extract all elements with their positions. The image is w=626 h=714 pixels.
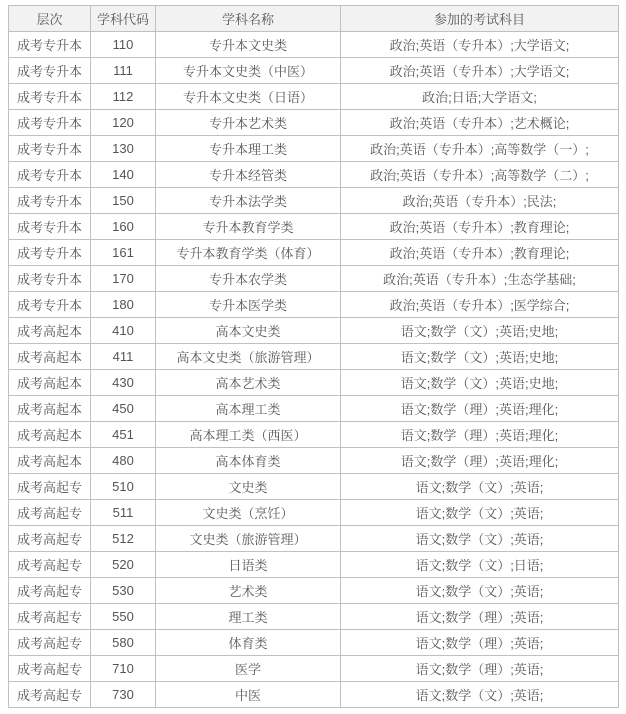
- table-row: [9, 84, 619, 110]
- subject-name-cell: 高本艺术类: [156, 370, 341, 396]
- table-row: [9, 396, 619, 422]
- level-cell: 成考高起专: [9, 578, 91, 604]
- table-row: [9, 188, 619, 214]
- table-row: [9, 214, 619, 240]
- exam-subjects-cell: 政治;英语（专升本）;医学综合;: [341, 292, 619, 318]
- subject-code-cell: 550: [91, 604, 156, 630]
- exam-subjects-cell: 语文;数学（文）;英语;史地;: [341, 318, 619, 344]
- table-row: [9, 552, 619, 578]
- subject-name-cell: 理工类: [156, 604, 341, 630]
- level-cell: 成考高起本: [9, 370, 91, 396]
- exam-subjects-table: [8, 5, 619, 708]
- level-cell: 成考专升本: [9, 214, 91, 240]
- exam-subjects-cell: 语文;数学（理）;英语;: [341, 604, 619, 630]
- subject-code-cell: 410: [91, 318, 156, 344]
- table-row: [9, 136, 619, 162]
- subject-code-cell: 130: [91, 136, 156, 162]
- table-row: [9, 578, 619, 604]
- level-cell: 成考专升本: [9, 188, 91, 214]
- subject-name-cell: 高本文史类（旅游管理）: [156, 344, 341, 370]
- level-cell: 成考专升本: [9, 240, 91, 266]
- level-cell: 成考高起专: [9, 500, 91, 526]
- table-row: [9, 318, 619, 344]
- exam-subjects-cell: 语文;数学（理）;英语;: [341, 630, 619, 656]
- subject-name-cell: 医学: [156, 656, 341, 682]
- table-row: [9, 162, 619, 188]
- table-body: [9, 32, 619, 708]
- level-cell: 成考专升本: [9, 292, 91, 318]
- exam-subjects-cell: 语文;数学（理）;英语;理化;: [341, 396, 619, 422]
- exam-subjects-cell: 政治;英语（专升本）;大学语文;: [341, 32, 619, 58]
- table-row: [9, 500, 619, 526]
- exam-subjects-cell: 语文;数学（文）;英语;: [341, 526, 619, 552]
- subject-code-cell: 430: [91, 370, 156, 396]
- subject-name-cell: 专升本医学类: [156, 292, 341, 318]
- subject-code-cell: 450: [91, 396, 156, 422]
- subject-code-cell: 111: [91, 58, 156, 84]
- subject-code-cell: 160: [91, 214, 156, 240]
- table-row: [9, 604, 619, 630]
- subject-code-cell: 110: [91, 32, 156, 58]
- level-cell: 成考高起专: [9, 552, 91, 578]
- column-header-level: 层次: [9, 6, 91, 32]
- column-header-exam-subjects: 参加的考试科目: [341, 6, 619, 32]
- subject-name-cell: 体育类: [156, 630, 341, 656]
- exam-subjects-cell: 政治;英语（专升本）;教育理论;: [341, 214, 619, 240]
- exam-subjects-cell: 语文;数学（理）;英语;理化;: [341, 448, 619, 474]
- subject-name-cell: 高本理工类: [156, 396, 341, 422]
- exam-subjects-cell: 政治;日语;大学语文;: [341, 84, 619, 110]
- level-cell: 成考专升本: [9, 162, 91, 188]
- subject-code-cell: 512: [91, 526, 156, 552]
- subject-name-cell: 文史类（旅游管理）: [156, 526, 341, 552]
- subject-name-cell: 中医: [156, 682, 341, 708]
- table-row: [9, 526, 619, 552]
- exam-subjects-cell: 语文;数学（文）;日语;: [341, 552, 619, 578]
- table-row: [9, 266, 619, 292]
- subject-name-cell: 文史类: [156, 474, 341, 500]
- column-header-subject-name: 学科名称: [156, 6, 341, 32]
- exam-subjects-cell: 政治;英语（专升本）;艺术概论;: [341, 110, 619, 136]
- level-cell: 成考高起本: [9, 396, 91, 422]
- subject-code-cell: 530: [91, 578, 156, 604]
- level-cell: 成考高起本: [9, 318, 91, 344]
- table-row: [9, 344, 619, 370]
- level-cell: 成考高起本: [9, 448, 91, 474]
- subject-name-cell: 专升本文史类: [156, 32, 341, 58]
- exam-subjects-cell: 语文;数学（文）;英语;史地;: [341, 370, 619, 396]
- subject-code-cell: 140: [91, 162, 156, 188]
- subject-name-cell: 专升本文史类（日语）: [156, 84, 341, 110]
- exam-subjects-cell: 政治;英语（专升本）;高等数学（一）;: [341, 136, 619, 162]
- subject-name-cell: 高本文史类: [156, 318, 341, 344]
- subject-name-cell: 文史类（烹饪）: [156, 500, 341, 526]
- table-row: [9, 110, 619, 136]
- exam-subjects-cell: 政治;英语（专升本）;生态学基础;: [341, 266, 619, 292]
- table-row: [9, 370, 619, 396]
- subject-code-cell: 180: [91, 292, 156, 318]
- subject-code-cell: 112: [91, 84, 156, 110]
- level-cell: 成考高起专: [9, 682, 91, 708]
- exam-subjects-cell: 政治;英语（专升本）;民法;: [341, 188, 619, 214]
- level-cell: 成考高起专: [9, 630, 91, 656]
- table-row: [9, 474, 619, 500]
- subject-code-cell: 170: [91, 266, 156, 292]
- level-cell: 成考高起本: [9, 344, 91, 370]
- table-row: [9, 32, 619, 58]
- table-header: [9, 6, 619, 32]
- subject-code-cell: 411: [91, 344, 156, 370]
- column-header-subject-code: 学科代码: [91, 6, 156, 32]
- level-cell: 成考高起专: [9, 526, 91, 552]
- subject-name-cell: 艺术类: [156, 578, 341, 604]
- exam-subjects-cell: 政治;英语（专升本）;教育理论;: [341, 240, 619, 266]
- subject-code-cell: 510: [91, 474, 156, 500]
- level-cell: 成考专升本: [9, 266, 91, 292]
- level-cell: 成考高起专: [9, 604, 91, 630]
- subject-name-cell: 专升本教育学类: [156, 214, 341, 240]
- header-row: [9, 6, 619, 32]
- subject-code-cell: 451: [91, 422, 156, 448]
- exam-subjects-cell: 政治;英语（专升本）;大学语文;: [341, 58, 619, 84]
- subject-name-cell: 日语类: [156, 552, 341, 578]
- subject-code-cell: 511: [91, 500, 156, 526]
- table-row: [9, 656, 619, 682]
- level-cell: 成考专升本: [9, 110, 91, 136]
- table-row: [9, 58, 619, 84]
- level-cell: 成考高起专: [9, 474, 91, 500]
- subject-name-cell: 专升本艺术类: [156, 110, 341, 136]
- table-row: [9, 292, 619, 318]
- level-cell: 成考专升本: [9, 58, 91, 84]
- subject-name-cell: 高本理工类（西医）: [156, 422, 341, 448]
- exam-subjects-cell: 语文;数学（文）;英语;: [341, 578, 619, 604]
- subject-name-cell: 专升本农学类: [156, 266, 341, 292]
- exam-subjects-cell: 语文;数学（文）;英语;史地;: [341, 344, 619, 370]
- subject-name-cell: 专升本法学类: [156, 188, 341, 214]
- subject-name-cell: 专升本教育学类（体育）: [156, 240, 341, 266]
- subject-code-cell: 520: [91, 552, 156, 578]
- subject-name-cell: 专升本经管类: [156, 162, 341, 188]
- exam-subjects-cell: 语文;数学（理）;英语;理化;: [341, 422, 619, 448]
- subject-name-cell: 高本体育类: [156, 448, 341, 474]
- level-cell: 成考高起专: [9, 656, 91, 682]
- subject-code-cell: 580: [91, 630, 156, 656]
- subject-code-cell: 150: [91, 188, 156, 214]
- subject-code-cell: 480: [91, 448, 156, 474]
- table-row: [9, 682, 619, 708]
- subject-code-cell: 730: [91, 682, 156, 708]
- subject-code-cell: 120: [91, 110, 156, 136]
- level-cell: 成考专升本: [9, 32, 91, 58]
- table-row: [9, 630, 619, 656]
- table-row: [9, 422, 619, 448]
- exam-subjects-cell: 语文;数学（文）;英语;: [341, 474, 619, 500]
- exam-subjects-cell: 语文;数学（文）;英语;: [341, 682, 619, 708]
- table-row: [9, 240, 619, 266]
- subject-name-cell: 专升本理工类: [156, 136, 341, 162]
- level-cell: 成考高起本: [9, 422, 91, 448]
- level-cell: 成考专升本: [9, 136, 91, 162]
- exam-subjects-cell: 语文;数学（文）;英语;: [341, 500, 619, 526]
- exam-subjects-cell: 语文;数学（理）;英语;: [341, 656, 619, 682]
- table-row: [9, 448, 619, 474]
- level-cell: 成考专升本: [9, 84, 91, 110]
- subject-code-cell: 710: [91, 656, 156, 682]
- subject-code-cell: 161: [91, 240, 156, 266]
- subject-name-cell: 专升本文史类（中医）: [156, 58, 341, 84]
- exam-subjects-cell: 政治;英语（专升本）;高等数学（二）;: [341, 162, 619, 188]
